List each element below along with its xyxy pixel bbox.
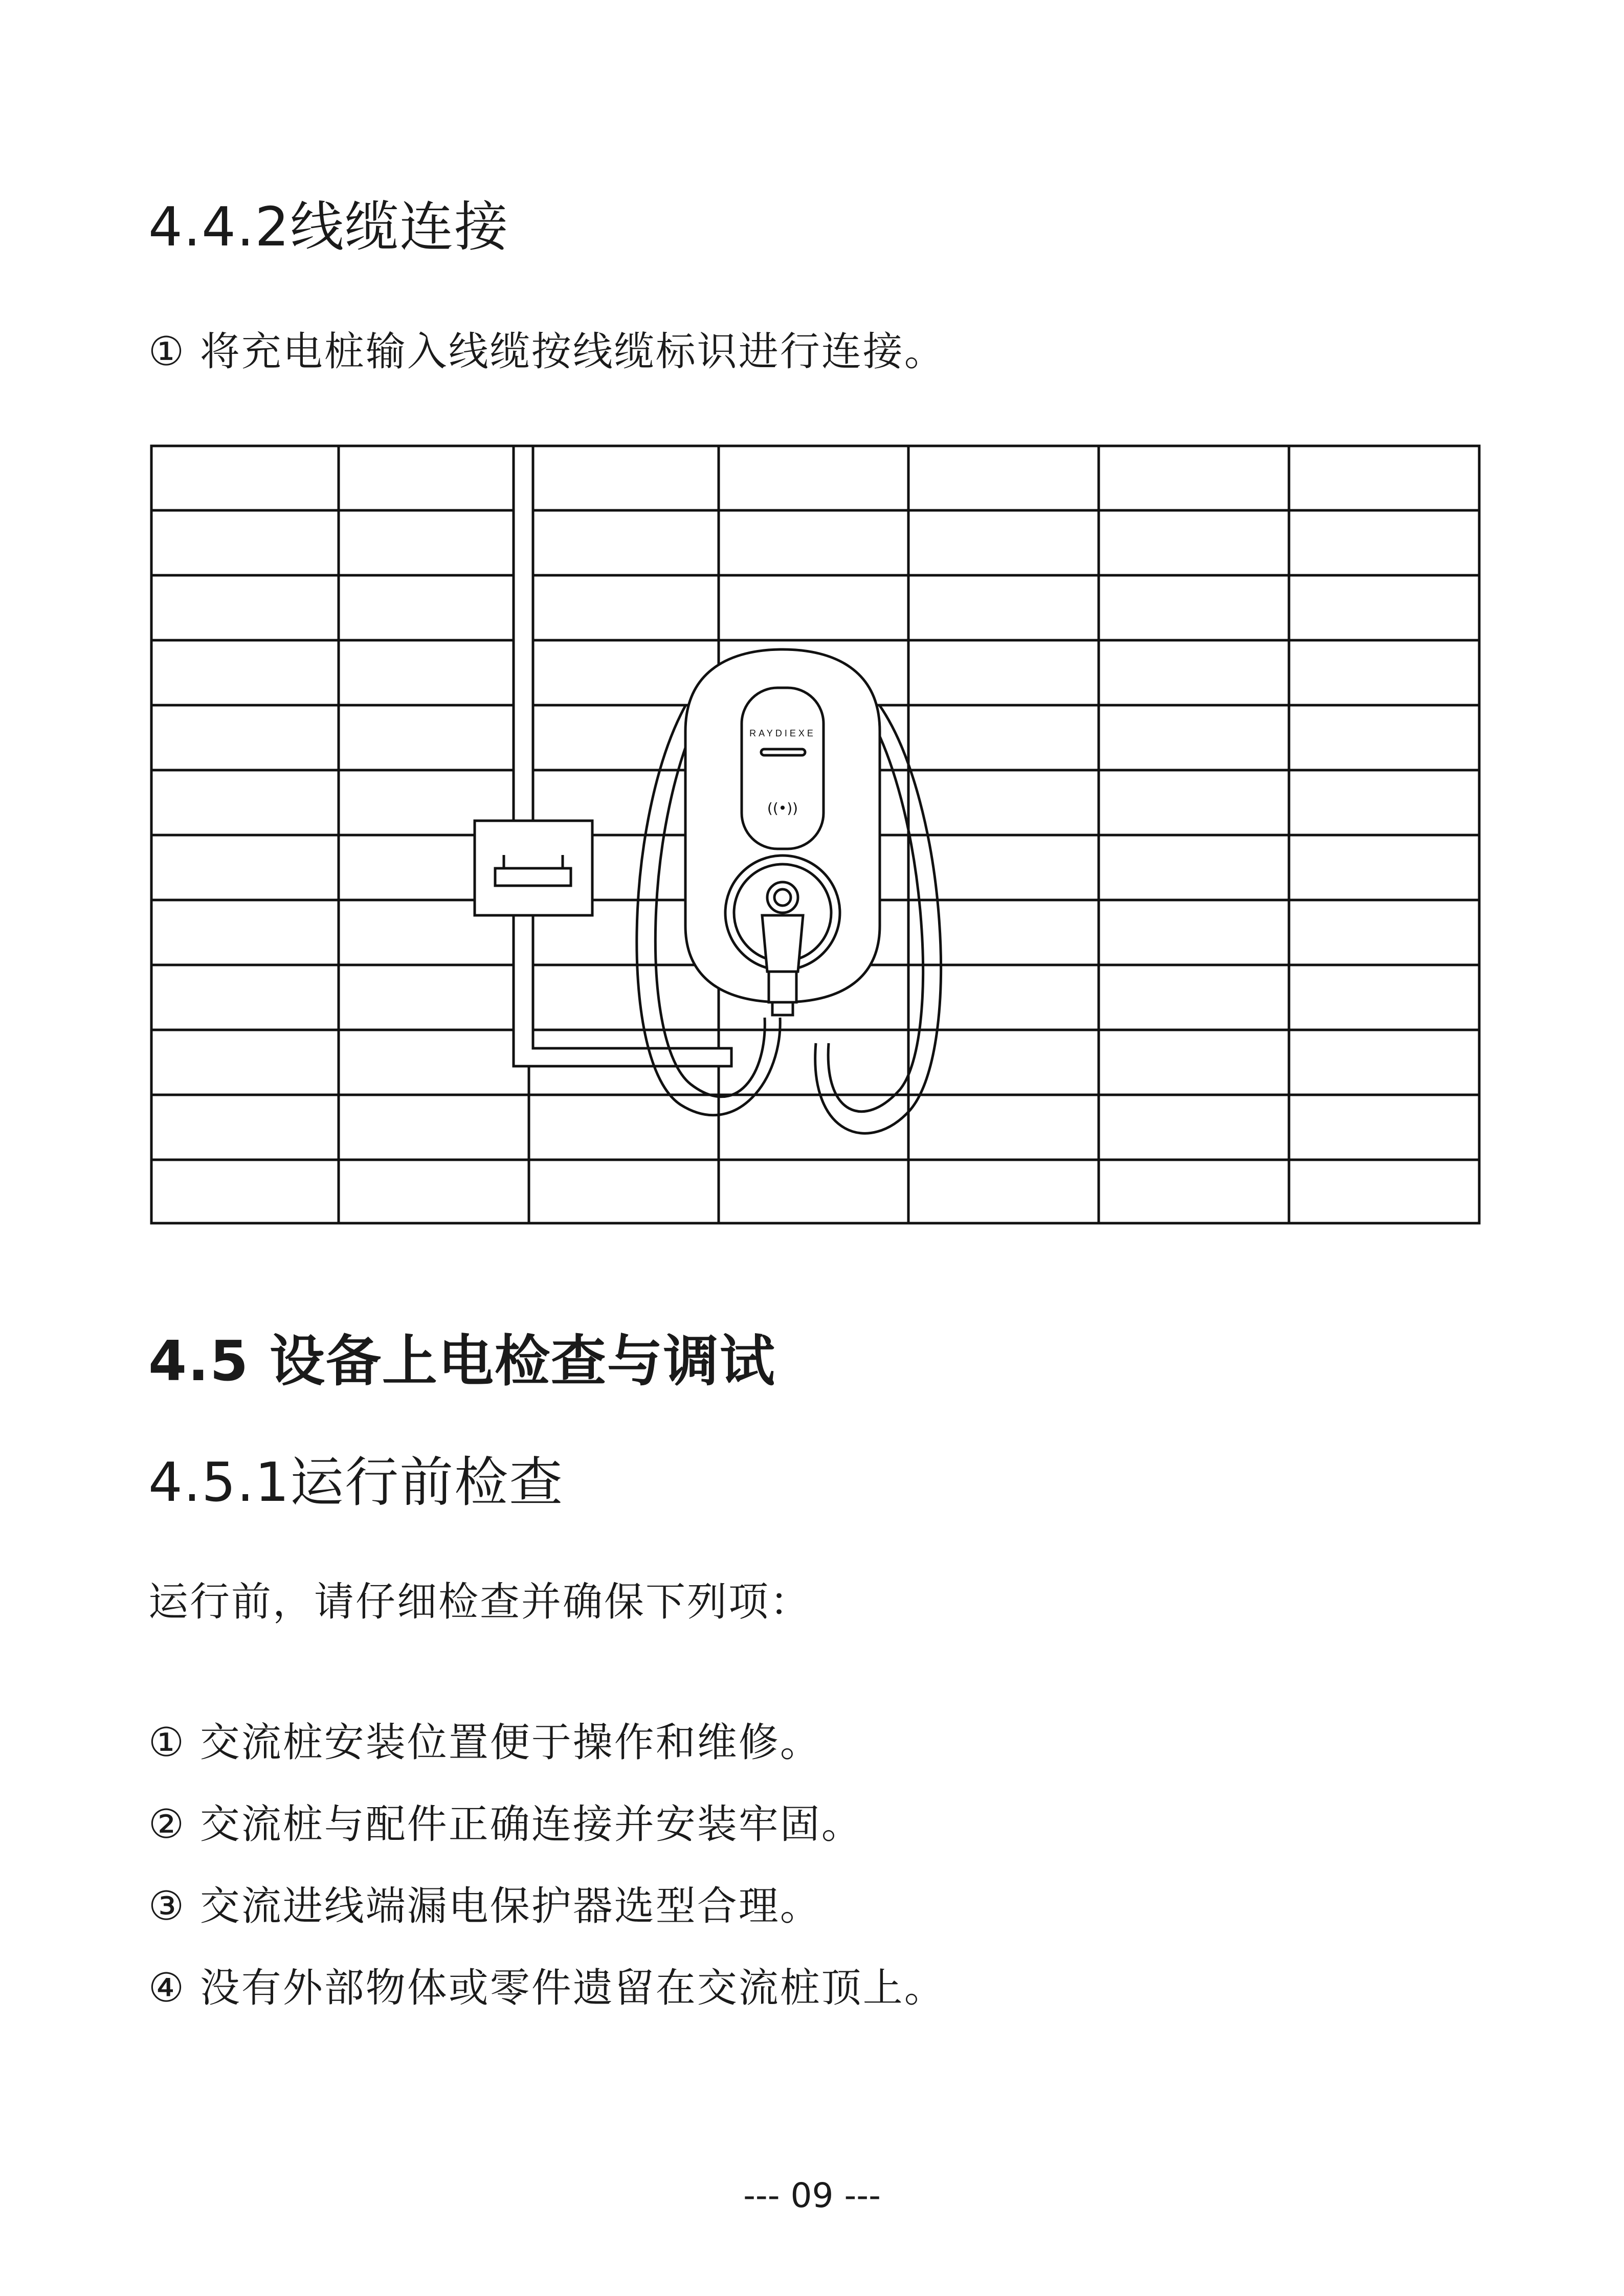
- check-item-4: ④ 没有外部物体或零件遗留在交流桩顶上。: [148, 1965, 946, 2011]
- check-item-2: ② 交流桩与配件正确连接并安装牢固。: [148, 1802, 863, 1848]
- charger-brand-logo: RAYDIEXE: [749, 728, 816, 738]
- display-panel: [742, 688, 824, 849]
- rfid-icon: ((•)): [767, 800, 798, 817]
- status-light-bar: [761, 749, 805, 755]
- section-451-heading: 4.5.1运行前检查: [148, 1451, 564, 1514]
- ev-charger-body: [685, 649, 880, 1015]
- junction-box: [475, 821, 592, 915]
- check-item-1: ① 交流桩安装位置便于操作和维修。: [148, 1720, 821, 1766]
- check-item-3: ③ 交流进线端漏电保护器选型合理。: [148, 1883, 821, 1929]
- section-442-step-1: ① 将充电桩输入线缆按线缆标识进行连接。: [148, 329, 946, 375]
- page-number: --- 09 ---: [743, 2176, 881, 2215]
- section-442-heading: 4.4.2线缆连接: [148, 196, 509, 258]
- section-45-heading: 4.5 设备上电检查与调试: [148, 1330, 776, 1393]
- section-451-intro: 运行前，请仔细检查并确保下列项：: [148, 1579, 812, 1625]
